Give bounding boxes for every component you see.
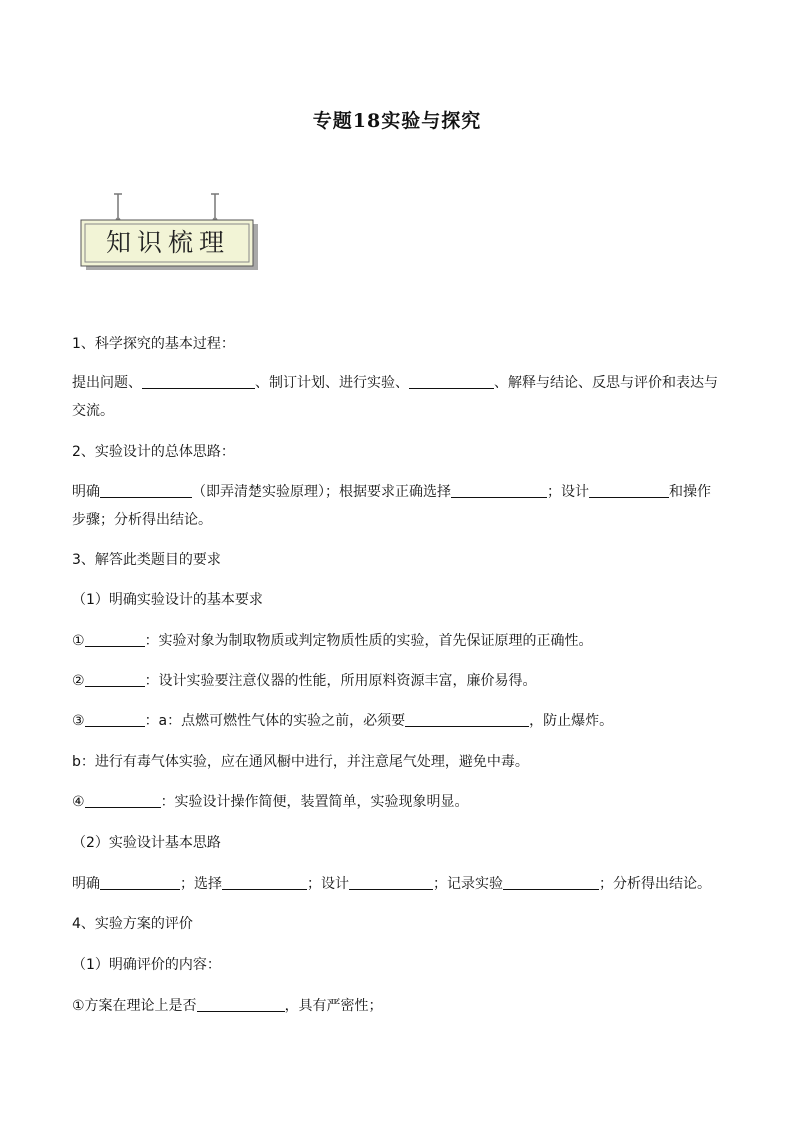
text-segment: ；设计 — [547, 484, 589, 500]
text-segment: ：设计实验要注意仪器的性能，所用原料资源丰富，廉价易得。 — [144, 673, 537, 689]
text-line — [72, 630, 593, 650]
text-segment: ，具有严密性； — [284, 998, 383, 1014]
answer-blank — [222, 874, 307, 890]
text-segment: 和操作 — [669, 484, 711, 500]
text-segment: 1、科学探究的基本过程： — [72, 336, 235, 352]
text-line — [72, 441, 235, 461]
page-title: 专题18实验与探究 — [312, 110, 482, 132]
answer-blank — [85, 792, 161, 808]
text-segment: ④ — [72, 794, 85, 810]
text-line — [72, 509, 212, 529]
text-segment: 3、解答此类题目的要求 — [72, 552, 221, 568]
text-segment: ；记录实验 — [433, 876, 503, 892]
text-line — [72, 751, 529, 771]
text-segment: ：实验设计操作简便，装置简单，实验现象明显。 — [160, 794, 469, 810]
answer-blank — [349, 874, 433, 890]
text-segment: 明确 — [72, 484, 100, 500]
text-line — [72, 481, 711, 501]
text-segment: ③ — [72, 713, 85, 729]
answer-blank — [451, 482, 547, 498]
text-segment: （2）实验设计基本思路 — [72, 835, 221, 851]
text-line — [72, 400, 114, 420]
section-label: 知识梳理 — [105, 228, 230, 257]
text-line — [72, 913, 193, 933]
text-segment: 提出问题、 — [72, 375, 142, 391]
text-segment: ；选择 — [180, 876, 222, 892]
text-segment: 交流。 — [72, 403, 114, 419]
text-segment: ：实验对象为制取物质或判定物质性质的实验，首先保证原理的正确性。 — [144, 633, 593, 649]
text-line — [72, 670, 537, 690]
knowledge-sign-graphic — [80, 190, 260, 272]
text-line — [72, 589, 263, 609]
text-segment: 、制订计划、进行实验、 — [255, 375, 409, 391]
answer-blank — [589, 482, 669, 498]
text-segment: ；分析得出结论。 — [599, 876, 711, 892]
answer-blank — [100, 874, 180, 890]
text-segment: （1）明确评价的内容： — [72, 957, 221, 973]
answer-blank — [100, 482, 192, 498]
text-segment: ① — [72, 633, 85, 649]
text-line — [72, 549, 221, 569]
answer-blank — [503, 874, 599, 890]
text-segment: ② — [72, 673, 85, 689]
text-line — [72, 333, 235, 353]
text-segment: 4、实验方案的评价 — [72, 916, 193, 932]
text-line — [72, 791, 469, 811]
text-segment: 明确 — [72, 876, 100, 892]
text-segment: 2、实验设计的总体思路： — [72, 444, 235, 460]
text-segment: 、解释与结论、反思与评价和表达与 — [494, 375, 718, 391]
answer-blank — [85, 711, 145, 727]
text-segment: b：进行有毒气体实验，应在通风橱中进行，并注意尾气处理，避免中毒。 — [72, 754, 529, 770]
text-line — [72, 710, 613, 730]
answer-blank — [197, 996, 285, 1012]
answer-blank — [85, 671, 145, 687]
text-line — [72, 832, 221, 852]
text-segment: 步骤；分析得出结论。 — [72, 512, 212, 528]
answer-blank — [405, 711, 529, 727]
text-segment: （即弄清楚实验原理）；根据要求正确选择 — [192, 484, 451, 500]
answer-blank — [85, 631, 145, 647]
text-segment: （1）明确实验设计的基本要求 — [72, 592, 263, 608]
answer-blank — [409, 373, 494, 389]
text-line — [72, 873, 711, 893]
text-segment: ；设计 — [307, 876, 349, 892]
text-line — [72, 954, 221, 974]
text-segment: ①方案在理论上是否 — [72, 998, 197, 1014]
text-segment: ：a：点燃可燃性气体的实验之前，必须要 — [144, 713, 406, 729]
text-line — [72, 995, 383, 1015]
text-line — [72, 372, 718, 392]
text-segment: ，防止爆炸。 — [529, 713, 614, 729]
answer-blank — [142, 373, 255, 389]
